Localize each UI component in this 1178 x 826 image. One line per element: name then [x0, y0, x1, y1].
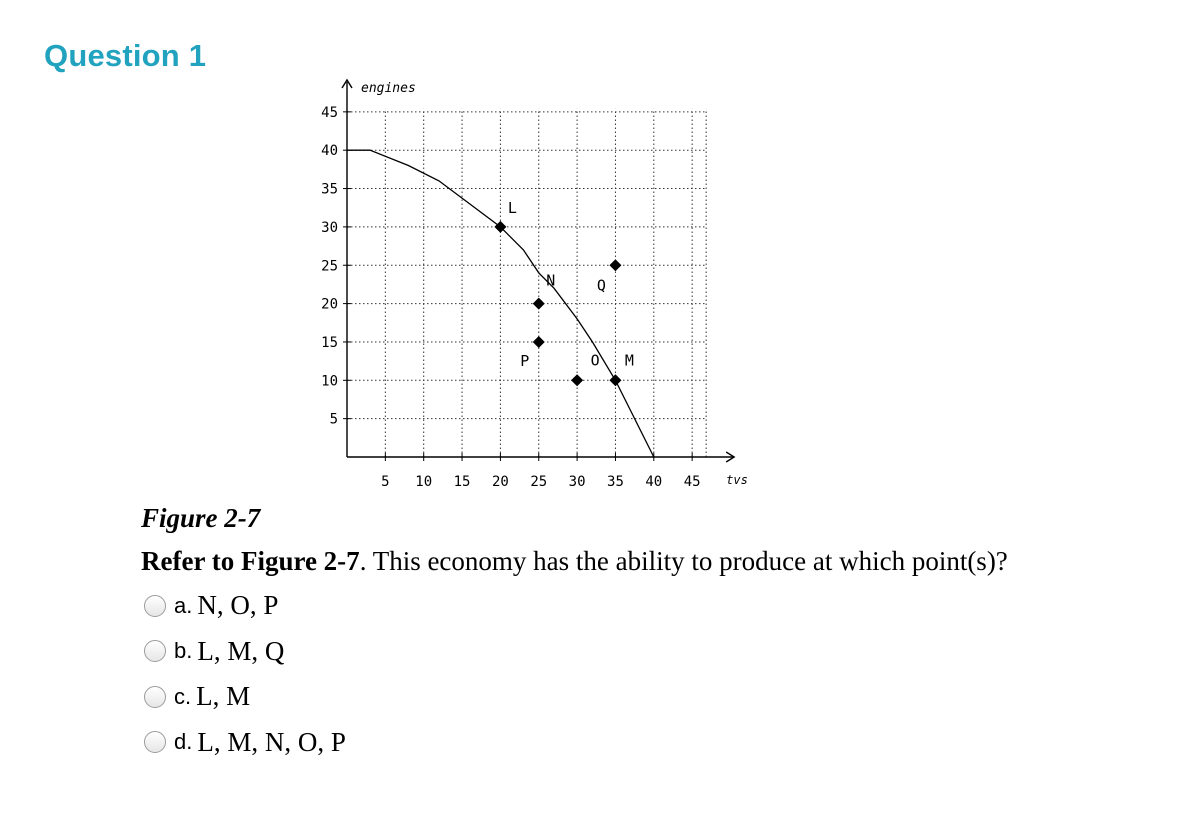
- point-label-P: P: [520, 351, 530, 370]
- figure-caption: Figure 2-7: [141, 503, 261, 533]
- y-tick-label: 5: [329, 411, 338, 428]
- option-letter: c.: [174, 683, 192, 709]
- y-tick-label: 35: [321, 181, 338, 198]
- point-P: [533, 336, 545, 348]
- option-a[interactable]: [144, 583, 346, 629]
- y-tick-label: 10: [321, 373, 338, 390]
- radio-button-c[interactable]: [144, 686, 166, 708]
- point-N: [533, 298, 545, 310]
- question-text: . This economy has the ability to produce at which point(s)?: [359, 546, 1008, 576]
- x-tick-label: 45: [683, 474, 701, 490]
- option-b[interactable]: [144, 629, 346, 675]
- figure-reference: Refer to Figure 2-7: [141, 546, 360, 576]
- option-d[interactable]: [144, 720, 346, 766]
- option-letter: d.: [174, 729, 193, 755]
- option-letter: b.: [174, 638, 193, 664]
- point-M: [609, 374, 621, 386]
- option-text: L, M: [196, 681, 251, 712]
- point-Q: [609, 259, 621, 271]
- point-label-L: L: [507, 198, 517, 217]
- x-axis-label: tvs: [726, 473, 748, 487]
- point-label-Q: Q: [596, 276, 606, 295]
- x-tick-label: 40: [645, 474, 663, 490]
- radio-button-a[interactable]: [144, 595, 166, 617]
- answer-options: [144, 583, 346, 765]
- radio-button-d[interactable]: [144, 731, 166, 753]
- ppf-chart: [300, 70, 770, 495]
- y-tick-label: 30: [321, 219, 338, 236]
- x-tick-label: 10: [415, 474, 433, 490]
- y-tick-label: 20: [321, 296, 338, 313]
- x-tick-label: 25: [530, 474, 548, 490]
- question-prompt: [141, 546, 1008, 577]
- x-tick-label: 5: [381, 474, 390, 490]
- point-label-M: M: [624, 351, 634, 370]
- option-text: L, M, N, O, P: [197, 726, 346, 757]
- option-text: L, M, Q: [197, 635, 285, 666]
- option-text: N, O, P: [197, 590, 279, 621]
- question-title: Question 1: [44, 38, 207, 73]
- y-tick-label: 25: [321, 258, 338, 275]
- radio-button-b[interactable]: [144, 640, 166, 662]
- y-tick-label: 15: [321, 334, 338, 351]
- y-tick-label: 45: [321, 104, 338, 121]
- point-label-N: N: [546, 271, 556, 290]
- y-axis-label: engines: [361, 81, 416, 96]
- point-O: [571, 374, 583, 386]
- x-tick-label: 30: [568, 474, 586, 490]
- y-tick-label: 40: [321, 143, 338, 160]
- x-tick-label: 35: [607, 474, 624, 490]
- option-c[interactable]: [144, 674, 346, 720]
- x-tick-label: 20: [491, 474, 509, 490]
- x-tick-label: 15: [453, 474, 471, 490]
- point-label-O: O: [590, 351, 600, 370]
- option-letter: a.: [174, 592, 193, 618]
